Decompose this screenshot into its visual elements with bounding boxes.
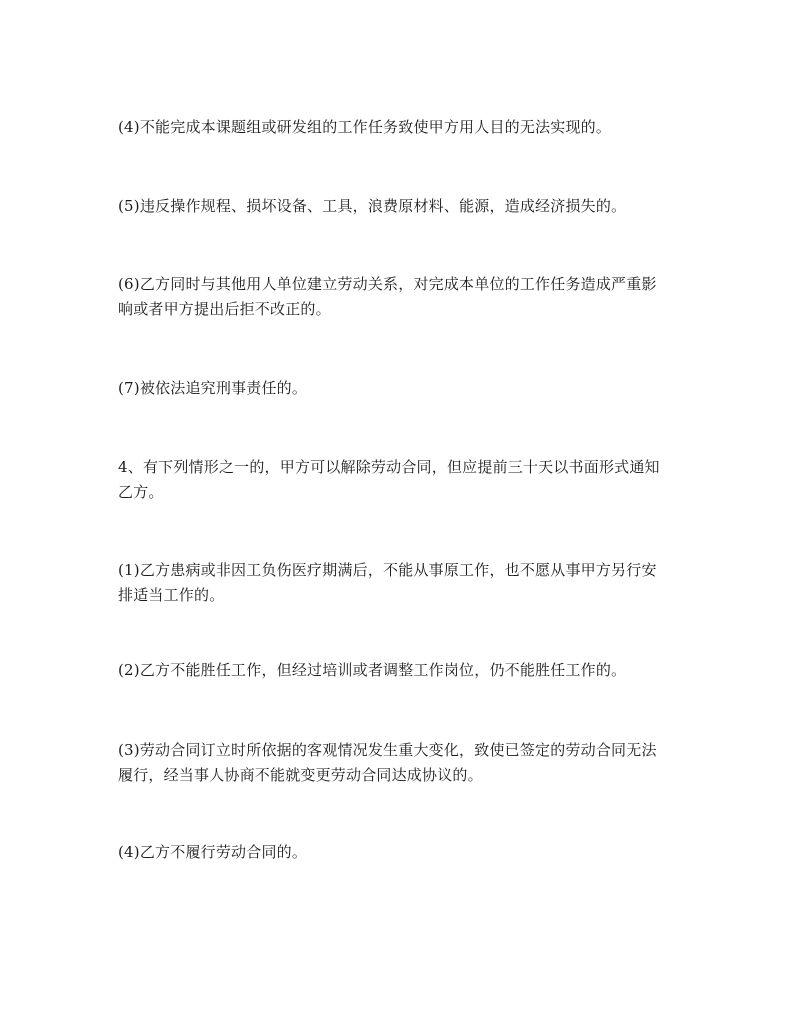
text-line: (3)劳动合同订立时所依据的客观情况发生重大变化，致使已签定的劳动合同无法 [118,741,657,759]
clause-paragraph [118,272,678,322]
text-line: 排适当工作的。 [118,586,225,604]
text-line: (1)乙方患病或非因工负伤医疗期满后，不能从事原工作，也不愿从事甲方另行安 [118,561,657,579]
text-line: (4)乙方不履行劳动合同的。 [118,843,308,861]
text-line: (5)违反操作规程、损坏设备、工具，浪费原材料、能源，造成经济损失的。 [118,197,627,215]
clause-paragraph [118,376,678,401]
clause-paragraph [118,738,678,788]
clause-paragraph [118,194,678,219]
text-line: 履行，经当事人协商不能就变更劳动合同达成协议的。 [118,766,483,784]
text-line: 乙方。 [118,483,164,501]
text-line: 响或者甲方提出后拒不改正的。 [118,300,331,318]
text-line: (7)被依法追究刑事责任的。 [118,379,308,397]
clause-paragraph [118,658,678,683]
clause-paragraph [118,840,678,865]
clause-paragraph [118,115,678,140]
text-line: (2)乙方不能胜任工作，但经过培训或者调整工作岗位，仍不能胜任工作的。 [118,661,627,679]
text-line: (4)不能完成本课题组或研发组的工作任务致使甲方用人目的无法实现的。 [118,118,612,136]
text-line: 4、有下列情形之一的，甲方可以解除劳动合同，但应提前三十天以书面形式通知 [118,458,660,476]
section-paragraph [118,455,678,505]
clause-paragraph [118,558,678,608]
text-line: (6)乙方同时与其他用人单位建立劳动关系，对完成本单位的工作任务造成严重影 [118,275,657,293]
